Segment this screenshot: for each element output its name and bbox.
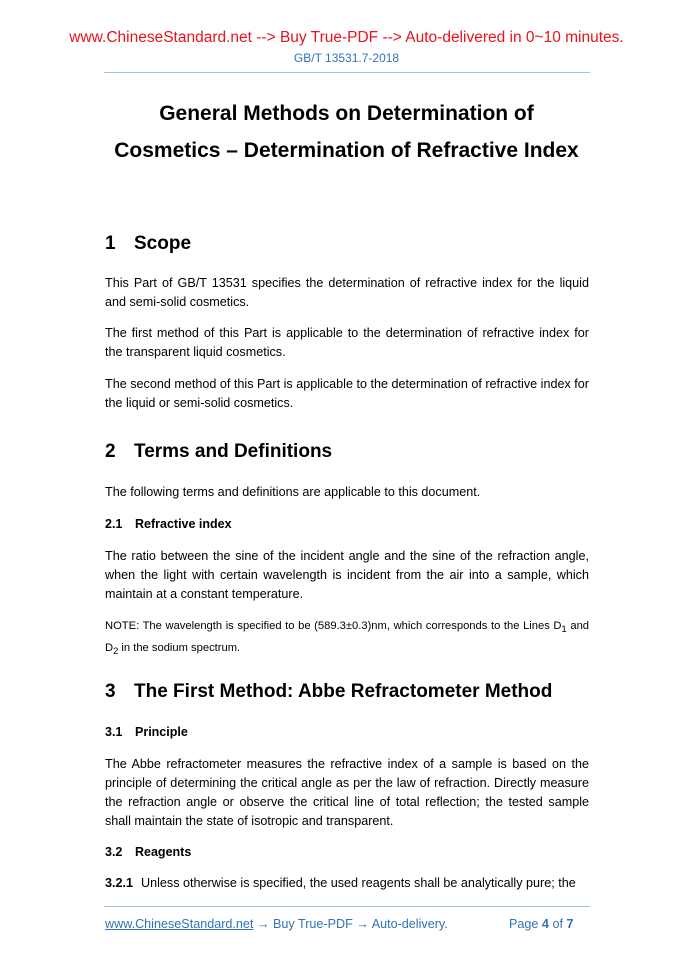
section-title: The First Method: Abbe Refractometer Method	[134, 681, 553, 702]
section-number: 1	[105, 233, 116, 254]
of-label: of	[552, 917, 563, 931]
footer-store-link[interactable]	[105, 917, 448, 931]
promo-banner-link[interactable]: www.ChineseStandard.net --> Buy True-PDF --> Auto-delivered in 0~10 minutes.	[69, 29, 624, 46]
subscript: 1	[561, 624, 567, 635]
scope-paragraph-2: The first method of this Part is applicable to the determination of refractive index for the transparent liquid cosmetics.	[105, 326, 589, 359]
subsection-3-2-heading	[105, 845, 191, 859]
standard-code: GB/T 13531.7-2018	[293, 51, 400, 65]
refractive-index-definition: The ratio between the sine of the incident angle and the sine of the refraction angle, when the light with certain wavelength is incident from the air into a sample, which maintain at a constant temperature.	[105, 549, 589, 601]
subsection-2-1-heading	[105, 517, 232, 531]
subsection-title: Refractive index	[135, 517, 232, 531]
section-number: 3	[105, 681, 116, 702]
note-text: and D	[105, 620, 590, 655]
clause-number: 3.2.1	[105, 876, 134, 890]
reagents-clause-3-2-1	[105, 874, 589, 893]
subsection-number: 3.1	[105, 725, 123, 739]
section-title: Terms and Definitions	[134, 441, 333, 462]
subsection-number: 2.1	[105, 517, 123, 531]
page-total: 7	[566, 917, 574, 931]
document-title-line-2: Cosmetics – Determination of Refractive Index	[114, 139, 579, 162]
scope-paragraph-1: This Part of GB/T 13531 specifies the determination of refractive index for the liquid and semi-solid cosmetics.	[105, 276, 589, 309]
subsection-number: 3.2	[105, 845, 123, 859]
note-text: in the sodium spectrum.	[118, 642, 241, 655]
section-3-heading	[105, 681, 552, 703]
header-divider	[104, 72, 590, 73]
page-indicator	[509, 917, 573, 931]
wavelength-note	[105, 617, 589, 661]
subsection-title: Reagents	[135, 845, 192, 859]
footer-site-link[interactable]: www.ChineseStandard.net	[105, 917, 254, 931]
subscript: 2	[113, 646, 119, 657]
subsection-3-1-heading	[105, 725, 188, 739]
page-label: Page	[509, 917, 539, 931]
clause-text: Unless otherwise is specified, the used reagents shall be analytically pure; the	[141, 876, 576, 890]
section-1-heading	[105, 233, 191, 255]
section-number: 2	[105, 441, 116, 462]
scope-paragraph-3: The second method of this Part is applicable to the determination of refractive index for the liquid or semi-solid cosmetics.	[105, 377, 589, 410]
terms-intro: The following terms and definitions are applicable to this document.	[105, 485, 481, 499]
footer-link-text: → Buy True-PDF → Auto-delivery.	[253, 917, 448, 931]
note-text: NOTE: The wavelength is specified to be (589.3±0.3)nm, which corresponds to the Lines D	[105, 620, 562, 632]
principle-paragraph: The Abbe refractometer measures the refractive index of a sample is based on the principle of determining the critical angle as per the law of refraction. Directly measure the refraction angle or observe the critical line of total reflection; the tested sample shall maintain the state of isotropic and transparent.	[105, 757, 589, 828]
section-title: Scope	[134, 233, 192, 254]
document-title-line-1: General Methods on Determination of	[159, 102, 534, 125]
footer-divider	[104, 906, 590, 907]
subsection-title: Principle	[135, 725, 188, 739]
section-2-heading	[105, 441, 332, 463]
page-number: 4	[541, 917, 549, 931]
